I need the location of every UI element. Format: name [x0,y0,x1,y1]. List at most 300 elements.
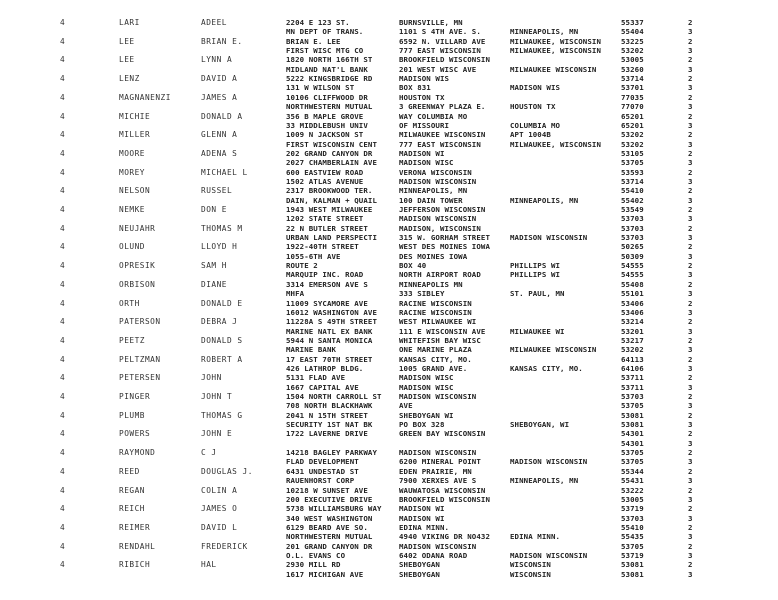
zip-code: 53703 [621,233,644,243]
address-line: BRIAN E. LEE [286,36,341,46]
line-type: 3 [688,307,693,317]
directory-record [0,55,778,74]
last-name: PATERSON [119,317,161,327]
address-line: MARINE NATL EX BANK [286,326,373,336]
city-line: 6402 ODANA ROAD [399,550,468,560]
address-line: 202 GRAND CANYON DR [286,148,373,158]
zip-code: 53705 [621,158,644,168]
line-type: 3 [688,46,693,56]
zip-code: 53202 [621,139,644,149]
record-code: 4 [60,130,65,140]
first-name: BRIAN E. [201,36,243,46]
address-line: FIRST WISC MTG CO [286,46,364,56]
record-code: 4 [60,448,65,458]
directory-record [0,261,778,280]
line-type: 3 [688,363,693,373]
last-name: MOREY [119,167,145,177]
address-line: 2027 CHAMBERLAIN AVE [286,158,377,168]
zip-code: 53105 [621,148,644,158]
address-line: 200 EXECUTIVE DRIVE [286,494,373,504]
extra-line: MINNEAPOLIS, MN [510,27,579,37]
first-name: DEBRA J [201,317,238,327]
last-name: NEMKE [119,205,145,214]
city-line: MADISON WIS [399,74,450,84]
zip-code: 53714 [621,74,644,84]
line-type: 2 [688,261,693,271]
record-code: 4 [60,111,65,121]
zip-code: 53703 [621,214,644,224]
extra-line: ST. PAUL, MN [510,289,565,299]
directory-record [0,467,778,486]
zip-code: 55410 [621,522,644,532]
record-code: 4 [60,335,65,345]
last-name: RIBICH [119,560,151,570]
line-type: 3 [688,83,693,93]
zip-code: 77070 [621,102,644,112]
city-line: OF MISSOURI [399,120,450,130]
zip-code: 64113 [621,354,644,364]
record-code: 4 [60,541,65,551]
zip-code: 53005 [621,494,644,504]
first-name: JOHN T [201,392,233,401]
record-code: 4 [60,223,65,233]
first-name: DAVID A [201,74,238,84]
extra-line: MILWAUKEE, WISCONSIN [510,139,601,149]
record-code: 4 [60,429,65,439]
city-line: 7900 XERXES AVE S [399,476,477,486]
last-name: RAYMOND [119,448,156,458]
city-line: MINNEAPOLIS, MN [399,186,468,196]
zip-code: 55431 [621,476,644,486]
city-line: WHITEFISH BAY WISC [399,335,481,345]
address-line: O.L. EVANS CO [286,550,346,560]
line-type: 2 [688,298,693,308]
zip-code: 55344 [621,466,644,476]
zip-code: 53705 [621,448,644,458]
last-name: PINGER [119,392,151,401]
address-line: 2204 E 123 ST. [286,18,350,27]
address-line: MARINE BANK [286,345,337,355]
line-type: 2 [688,223,693,233]
record-code: 4 [60,522,65,532]
address-line: RAUENHORST CORP [286,476,355,486]
line-type: 2 [688,354,693,364]
city-line: 3 GREENWAY PLAZA E. [399,102,486,112]
extra-line: PHILLIPS WI [510,261,561,271]
address-line: MARQUIP INC. ROAD [286,270,364,280]
address-line: URBAN LAND PERSPECTI [286,233,377,243]
line-type: 3 [688,438,693,448]
zip-code: 55404 [621,27,644,37]
zip-code: 53201 [621,326,644,336]
extra-line: MILWAUKEE WISCONSIN [510,345,597,355]
line-type: 2 [688,522,693,532]
zip-code: 53202 [621,345,644,355]
directory-record [0,37,778,56]
first-name: DAVID L [201,522,238,532]
last-name: LARI [119,18,140,27]
first-name: DONALD A [201,111,243,121]
zip-code: 53406 [621,307,644,317]
directory-record [0,542,778,561]
address-line: 1502 ATLAS AVENUE [286,176,364,186]
city-line: NORTH AIRPORT ROAD [399,270,481,280]
city-line: MADISON WI [399,148,445,158]
line-type: 2 [688,317,693,327]
address-line: 708 NORTH BLACKHAWK [286,401,373,411]
last-name: REGAN [119,485,145,495]
city-line: 315 W. GORHAM STREET [399,233,490,243]
address-line: 10106 CLIFFWOOD DR [286,92,368,102]
zip-code: 53202 [621,130,644,140]
address-line: 1820 NORTH 166TH ST [286,55,373,65]
last-name: RENDAHL [119,541,156,551]
line-type: 2 [688,466,693,476]
last-name: NEUJAHR [119,223,156,233]
line-type: 3 [688,457,693,467]
directory-record [0,112,778,131]
city-line: MINNEAPOLIS MN [399,279,463,289]
first-name: LLOYD H [201,242,238,252]
record-work-line [0,570,778,580]
first-name: COLIN A [201,485,238,495]
zip-code: 53714 [621,176,644,186]
line-type: 2 [688,429,693,439]
line-type: 3 [688,64,693,74]
line-type: 3 [688,550,693,560]
address-line: 1009 N JACKSON ST [286,130,364,140]
zip-code: 53081 [621,420,644,430]
directory-record [0,130,778,149]
line-type: 3 [688,176,693,186]
address-line: 1922-40TH STREET [286,242,359,252]
last-name: REED [119,466,140,476]
last-name: MICHIE [119,111,151,121]
last-name: ORTH [119,298,140,308]
directory-record [0,168,778,187]
zip-code: 64106 [621,363,644,373]
first-name: HAL [201,560,217,570]
directory-record [0,18,778,37]
line-type: 2 [688,560,693,570]
zip-code: 55410 [621,186,644,196]
address-line: 1202 STATE STREET [286,214,364,224]
zip-code: 53081 [621,569,644,579]
extra-line: MILWAUKEE WI [510,326,565,336]
record-code: 4 [60,36,65,46]
address-line: 1943 WEST MILWAUKEE [286,205,373,214]
city-line: 777 EAST WISCONSIN [399,46,481,56]
directory-record [0,486,778,505]
city-line: BURNSVILLE, MN [399,18,463,27]
extra-line: EDINA MINN. [510,532,561,542]
line-type: 2 [688,18,693,27]
city-line: RACINE WISCONSIN [399,307,472,317]
extra-line: WISCONSIN [510,560,551,570]
zip-code: 53719 [621,550,644,560]
city-line: BROOKFIELD WISCONSIN [399,55,490,65]
city-line: MADISON WISC [399,158,454,168]
extra-line: KANSAS CITY, MO. [510,363,583,373]
last-name: MAGNANENZI [119,92,171,102]
line-type: 3 [688,345,693,355]
line-type: 2 [688,279,693,289]
city-line: MADISON WI [399,513,445,523]
last-name: PLUMB [119,410,145,420]
address-line: 3314 EMERSON AVE S [286,279,368,289]
extra-line: MADISON WIS [510,83,561,93]
zip-code: 53217 [621,335,644,345]
zip-code: 53703 [621,392,644,401]
line-type: 3 [688,513,693,523]
city-line: MADISON, WISCONSIN [399,223,481,233]
line-type: 3 [688,233,693,243]
line-type: 3 [688,476,693,486]
line-type: 3 [688,326,693,336]
directory-record [0,93,778,112]
city-line: MADISON WISCONSIN [399,176,477,186]
city-line: MADISON WISCONSIN [399,392,477,401]
address-line: 5944 N SANTA MONICA [286,335,373,345]
zip-code: 53260 [621,64,644,74]
address-line: 2317 BROOKWOOD TER. [286,186,373,196]
extra-line: MADISON WISCONSIN [510,233,588,243]
extra-line: MINNEAPOLIS, MN [510,476,579,486]
line-type: 2 [688,335,693,345]
zip-code: 50265 [621,242,644,252]
zip-code: 54301 [621,438,644,448]
directory-record [0,429,778,448]
line-type: 2 [688,92,693,102]
extra-line: COLUMBIA MO [510,120,561,130]
last-name: NELSON [119,186,151,196]
first-name: FREDERICK [201,541,248,551]
address-line: DAIN, KALMAN + QUAIL [286,195,377,205]
zip-code: 55101 [621,289,644,299]
line-type: 2 [688,186,693,196]
last-name: PETERSEN [119,373,161,383]
address-line: SECURITY 1ST NAT BK [286,420,373,430]
record-code: 4 [60,18,65,27]
line-type: 2 [688,448,693,458]
address-line: 22 N BUTLER STREET [286,223,368,233]
address-line: 14218 BAGLEY PARKWAY [286,448,377,458]
city-line: ONE MARINE PLAZA [399,345,472,355]
line-type: 2 [688,504,693,514]
city-line: RACINE WISCONSIN [399,298,472,308]
zip-code: 53081 [621,560,644,570]
record-code: 4 [60,317,65,327]
address-line: 6129 BEARD AVE SO. [286,522,368,532]
first-name: DIANE [201,279,227,289]
last-name: MOORE [119,148,145,158]
extra-line: MADISON WISCONSIN [510,457,588,467]
city-line: 333 SIBLEY [399,289,445,299]
line-type: 3 [688,532,693,542]
record-code: 4 [60,298,65,308]
zip-code: 65201 [621,120,644,130]
record-code: 4 [60,148,65,158]
directory-record [0,317,778,336]
city-line: MADISON WISC [399,373,454,383]
address-line: FIRST WISCONSIN CENT [286,139,377,149]
city-line: 111 E WISCONSIN AVE [399,326,486,336]
address-line: FLAD DEVELOPMENT [286,457,359,467]
zip-code: 55408 [621,279,644,289]
directory-record [0,523,778,542]
address-line: ROUTE 2 [286,261,318,271]
first-name: THOMAS G [201,410,243,420]
city-line: BROOKFIELD WISCONSIN [399,494,490,504]
zip-code: 53202 [621,46,644,56]
address-line: MHFA [286,289,305,299]
city-line: WEST MILWAUKEE WI [399,317,477,327]
city-line: MILWAUKEE WISCONSIN [399,130,486,140]
zip-code: 53406 [621,298,644,308]
address-line: NORTHWESTERN MUTUAL [286,532,373,542]
line-type: 3 [688,120,693,130]
city-line: WEST DES MOINES IOWA [399,242,490,252]
line-type: 3 [688,569,693,579]
address-line: 1667 CAPITAL AVE [286,382,359,392]
line-type: 2 [688,541,693,551]
city-line: HOUSTON TX [399,92,445,102]
city-line: 6200 MINERAL POINT [399,457,481,467]
zip-code: 54555 [621,270,644,280]
directory-record [0,504,778,523]
city-line: AVE [399,401,413,411]
first-name: RUSSEL [201,186,233,196]
first-name: JOHN E [201,429,233,439]
first-name: ADEEL [201,18,227,27]
address-line: 201 GRAND CANYON DR [286,541,373,551]
zip-code: 54301 [621,429,644,439]
address-line: 600 EASTVIEW ROAD [286,167,364,177]
address-line: 5131 FLAD AVE [286,373,346,383]
line-type: 3 [688,195,693,205]
line-type: 2 [688,74,693,84]
record-code: 4 [60,205,65,214]
zip-code: 53005 [621,55,644,65]
city-line: EDEN PRAIRIE, MN [399,466,472,476]
directory-record [0,411,778,430]
address-line: 340 WEST WASHINGTON [286,513,373,523]
first-name: ROBERT A [201,354,243,364]
zip-code: 53711 [621,382,644,392]
record-code: 4 [60,373,65,383]
city-line: 1101 S 4TH AVE. S. [399,27,481,37]
line-type: 2 [688,111,693,121]
extra-line: APT 1004B [510,130,551,140]
record-code: 4 [60,485,65,495]
city-line: 100 DAIN TOWER [399,195,463,205]
zip-code: 53711 [621,373,644,383]
line-type: 3 [688,382,693,392]
extra-line: MILWAUKEE, WISCONSIN [510,36,601,46]
zip-code: 53703 [621,513,644,523]
extra-line: MILWAUKEE WISCONSIN [510,64,597,74]
record-code: 4 [60,261,65,271]
record-code: 4 [60,466,65,476]
line-type: 3 [688,27,693,37]
line-type: 2 [688,242,693,252]
directory-record [0,242,778,261]
zip-code: 53719 [621,504,644,514]
first-name: SAM H [201,261,227,271]
zip-code: 54555 [621,261,644,271]
extra-line: SHEBOYGAN, WI [510,420,570,430]
address-line: 1617 MICHIGAN AVE [286,569,364,579]
line-type: 2 [688,392,693,401]
zip-code: 53593 [621,167,644,177]
first-name: THOMAS M [201,223,243,233]
record-code: 4 [60,392,65,401]
address-line: MIDLAND NAT'L BANK [286,64,368,74]
directory-record [0,560,778,579]
first-name: MICHAEL L [201,167,248,177]
city-line: MADISON WISCONSIN [399,448,477,458]
address-line: 6431 UNDESTAD ST [286,466,359,476]
line-type: 2 [688,373,693,383]
directory-record [0,299,778,318]
zip-code: 55402 [621,195,644,205]
zip-code: 53081 [621,410,644,420]
extra-line: MINNEAPOLIS, MN [510,195,579,205]
record-code: 4 [60,560,65,570]
zip-code: 53705 [621,401,644,411]
last-name: POWERS [119,429,151,439]
directory-record [0,336,778,355]
directory-record [0,448,778,467]
record-code: 4 [60,242,65,252]
extra-line: PHILLIPS WI [510,270,561,280]
address-line: 1722 LAVERNE DRIVE [286,429,368,439]
record-code: 4 [60,354,65,364]
zip-code: 50309 [621,251,644,261]
city-line: SHEBOYGAN [399,569,440,579]
last-name: LENZ [119,74,140,84]
directory-record [0,186,778,205]
zip-code: 65201 [621,111,644,121]
directory-record [0,224,778,243]
city-line: 777 EAST WISCONSIN [399,139,481,149]
address-line: 1504 NORTH CARROLL ST [286,392,382,401]
record-code: 4 [60,74,65,84]
address-line: 11009 SYCAMORE AVE [286,298,368,308]
city-line: SHEBOYGAN WI [399,410,454,420]
directory-record [0,373,778,392]
line-type: 3 [688,401,693,411]
last-name: OPRESIK [119,261,156,271]
address-line: 17 EAST 70TH STREET [286,354,373,364]
city-line: MADISON WI [399,504,445,514]
address-line: 33 MIDDLEBUSH UNIV [286,120,368,130]
city-line: WAUWATOSA WISCONSIN [399,485,486,495]
address-line: 1055-6TH AVE [286,251,341,261]
line-type: 3 [688,139,693,149]
zip-code: 53214 [621,317,644,327]
address-line: 5222 KINGSBRIDGE RD [286,74,373,84]
city-line: JEFFERSON WISCONSIN [399,205,486,214]
record-code: 4 [60,55,65,65]
first-name: GLENN A [201,130,238,140]
city-line: 1005 GRAND AVE. [399,363,468,373]
extra-line: HOUSTON TX [510,102,556,112]
zip-code: 53705 [621,541,644,551]
city-line: 6592 N. VILLARD AVE [399,36,486,46]
last-name: REICH [119,504,145,514]
line-type: 2 [688,167,693,177]
